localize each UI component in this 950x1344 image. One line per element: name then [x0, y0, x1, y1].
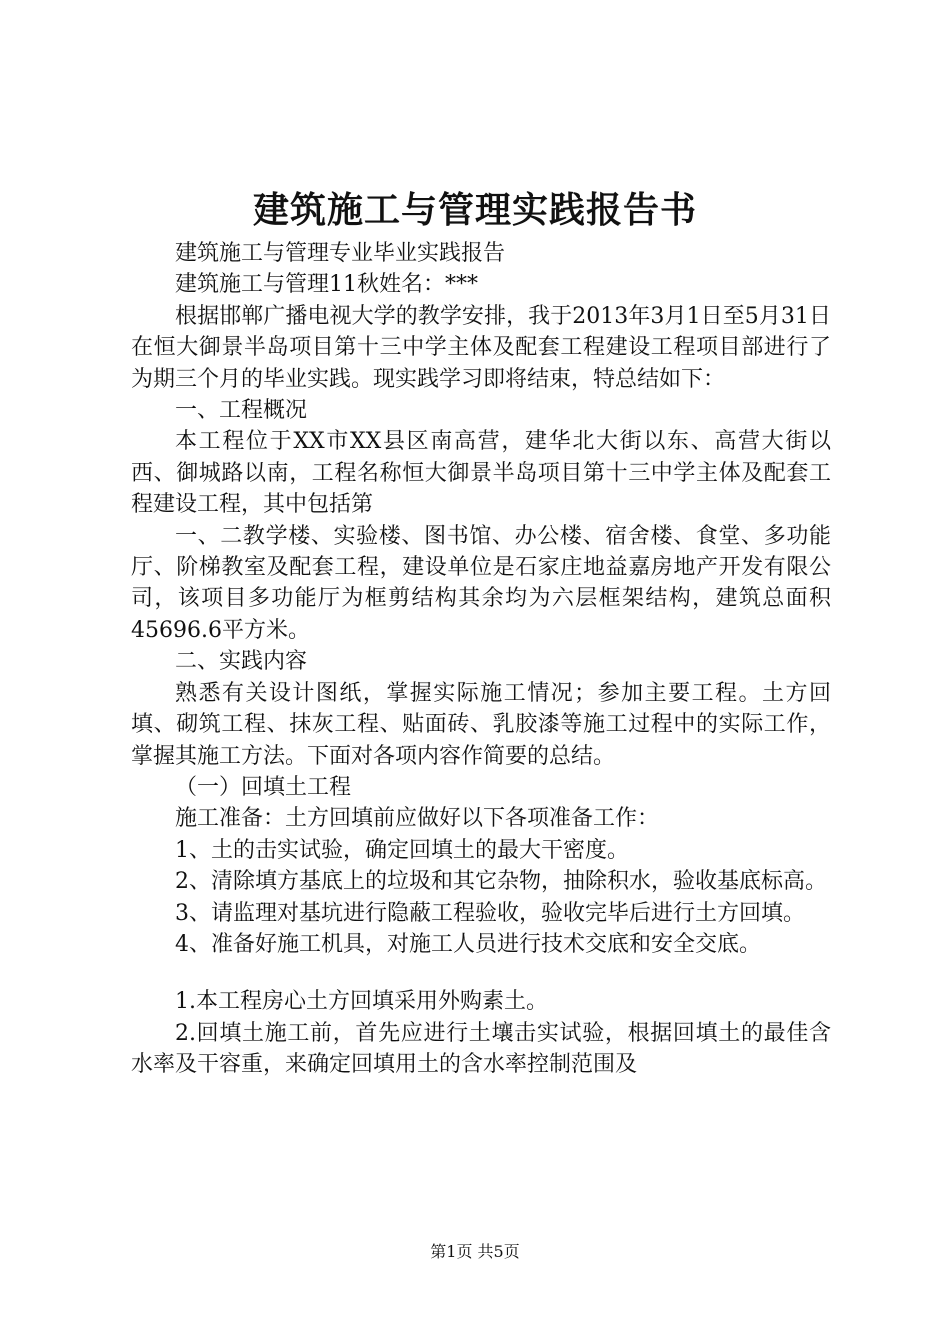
paragraph: 熟悉有关设计图纸，掌握实际施工情况；参加主要工程。土方回填、砌筑工程、抹灰工程、贴面砖、乳胶漆等施工过程中的实际工作，掌握其施工方法。下面对各项内容作简要的总结。	[131, 680, 831, 769]
list-item: 3、请监理对基坑进行隐蔽工程验收，验收完毕后进行土方回填。	[175, 900, 805, 926]
section-heading: 一、工程概况	[175, 398, 308, 424]
section-heading: 二、实践内容	[175, 649, 308, 675]
document-body	[131, 238, 831, 1081]
list-item: 1、土的击实试验，确定回填土的最大干密度。	[175, 837, 629, 863]
list-item: 2、清除填方基底上的垃圾和其它杂物，抽除积水，验收基底标高。	[175, 869, 827, 895]
paragraph: 本工程位于XX市XX县区南高营，建华北大街以东、高营大街以西、御城路以南，工程名称恒大御景半岛项目第十三中学主体及配套工程建设工程，其中包括第	[131, 429, 831, 518]
subsection-heading: （一）回填土工程	[175, 774, 352, 800]
paragraph: 一、二教学楼、实验楼、图书馆、办公楼、宿舍楼、食堂、多功能厅、阶梯教室及配套工程，建设单位是石家庄地益嘉房地产开发有限公司，该项目多功能厅为框剪结构其余均为六层框架结构，建筑总面积45696.6平方米。	[131, 523, 831, 643]
list-item: 1.本工程房心土方回填采用外购素土。	[175, 989, 548, 1015]
paragraph: 根据邯郸广播电视大学的教学安排，我于2013年3月1日至5月31日在恒大御景半岛项目第十三中学主体及配套工程建设工程项目部进行了为期三个月的毕业实践。现实践学习即将结束，特总结如下：	[131, 303, 831, 392]
document-title: 建筑施工与管理实践报告书	[252, 189, 697, 231]
list-item: 4、准备好施工机具，对施工人员进行技术交底和安全交底。	[175, 931, 761, 957]
page-footer: 第1页 共5页	[430, 1242, 520, 1261]
paragraph: 施工准备：土方回填前应做好以下各项准备工作：	[175, 806, 660, 832]
paragraph: 建筑施工与管理专业毕业实践报告	[175, 241, 506, 266]
list-item: 2.回填土施工前，首先应进行土壤击实试验，根据回填土的最佳含水率及干容重，来确定回填用土的含水率控制范围及	[131, 1020, 831, 1078]
paragraph: 建筑施工与管理11秋姓名：***	[175, 272, 478, 298]
